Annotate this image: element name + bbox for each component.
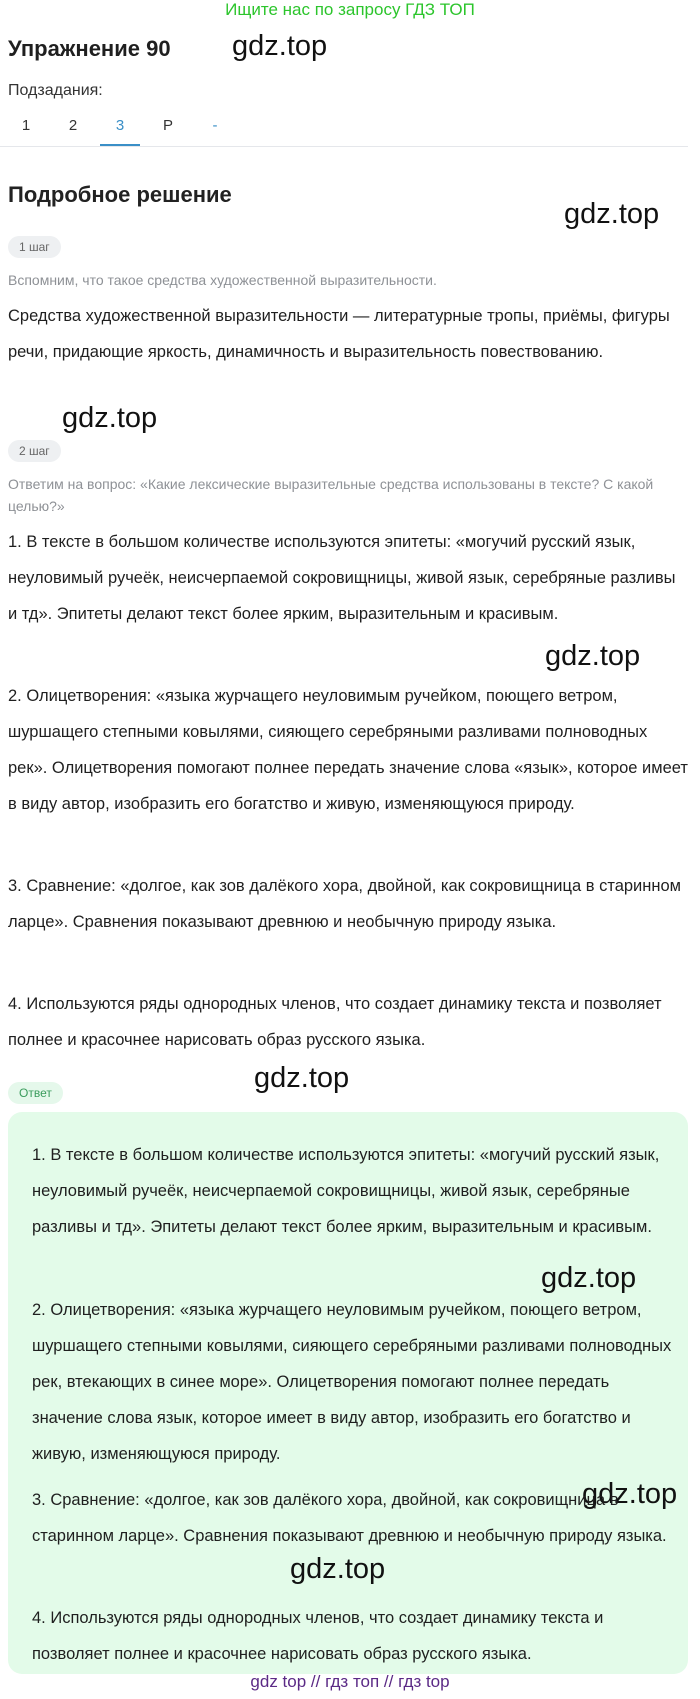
answer-badge: Ответ: [8, 1082, 63, 1104]
watermark: gdz.top: [232, 30, 328, 62]
tab-dash[interactable]: -: [212, 117, 218, 134]
search-banner: Ищите нас по запросу ГДЗ ТОП: [225, 0, 475, 19]
answer-paragraph: 4. Используются ряды однородных членов, что создает динамику текста и позволяет полнее и красочнее нарисовать образ русского языка.: [32, 1609, 604, 1663]
step-hint: Вспомним, что такое средства художественной выразительности.: [8, 272, 437, 288]
tab-r[interactable]: Р: [162, 117, 173, 134]
footer-links[interactable]: gdz top // гдз топ // гдз top: [250, 1672, 450, 1691]
watermark: gdz.top: [541, 1262, 637, 1294]
subtask-tabs: [0, 107, 688, 147]
watermark: gdz.top: [254, 1062, 350, 1094]
watermark: gdz.top: [62, 402, 158, 434]
watermark: gdz.top: [564, 198, 660, 230]
tab-3[interactable]: 3: [100, 107, 140, 146]
step-paragraph: 4. Используются ряды однородных членов, что создает динамику текста и позволяет полнее и красочнее нарисовать образ русского языка.: [8, 995, 662, 1049]
page-title: Упражнение 90: [8, 36, 171, 61]
step-badge: 1 шаг: [8, 236, 61, 258]
tab-2[interactable]: 2: [68, 117, 78, 134]
answer-paragraph: 3. Сравнение: «долгое, как зов далёкого хора, двойной, как сокровищница в старинном ларце». Сравнения показывают древнюю и необычную природу языка.: [32, 1491, 667, 1545]
answer-paragraph: 1. В тексте в большом количестве используются эпитеты: «могучий русский язык, неуловимый ручеёк, неисчерпаемой сокровищницы, живой язык, серебряные разливы и тд». Эпитеты делают текст более ярким, выразительным и красивым.: [32, 1146, 660, 1236]
step-paragraph: 3. Сравнение: «долгое, как зов далёкого хора, двойной, как сокровищница в старинном ларце». Сравнения показывают древнюю и необычную природу языка.: [8, 877, 682, 931]
tab-1[interactable]: 1: [21, 117, 31, 134]
solution-heading: Подробное решение: [8, 182, 232, 207]
subtasks-label: Подзадания:: [8, 82, 103, 99]
step-hint: Ответим на вопрос: «Какие лексические выразительные средства использованы в тексте? С какой целью?»: [8, 476, 654, 514]
answer-paragraph: 2. Олицетворения: «языка журчащего неуловимым ручейком, поющего ветром, шуршащего степными ковылями, сияющего серебряными разливами полноводных рек, втекающих в синее море». Олицетворения помогают полнее передать значение слова язык, которое имеет в виду автор, изобразить его богатство и живую, изменяющуюся природу.: [32, 1301, 672, 1463]
step-paragraph: 1. В тексте в большом количестве используются эпитеты: «могучий русский язык, неуловимый ручеёк, неисчерпаемой сокровищницы, живой язык, серебряные разливы и тд». Эпитеты делают текст более ярким, выразительным и красивым.: [8, 533, 676, 623]
watermark: gdz.top: [545, 640, 641, 672]
watermark: gdz.top: [290, 1553, 386, 1585]
step-badge: 2 шаг: [8, 440, 61, 462]
step-paragraph: 2. Олицетворения: «языка журчащего неуловимым ручейком, поющего ветром, шуршащего степными ковылями, сияющего серебряными разливами полноводных рек». Олицетворения помогают полнее передать значение слова «язык», которое имеет в виду автор, изобразить его богатство и живую, изменяющуюся природу.: [8, 687, 688, 813]
watermark: gdz.top: [582, 1478, 678, 1510]
step-paragraph: Средства художественной выразительности — литературные тропы, приёмы, фигуры речи, придающие яркость, динамичность и выразительность повествованию.: [8, 307, 670, 361]
